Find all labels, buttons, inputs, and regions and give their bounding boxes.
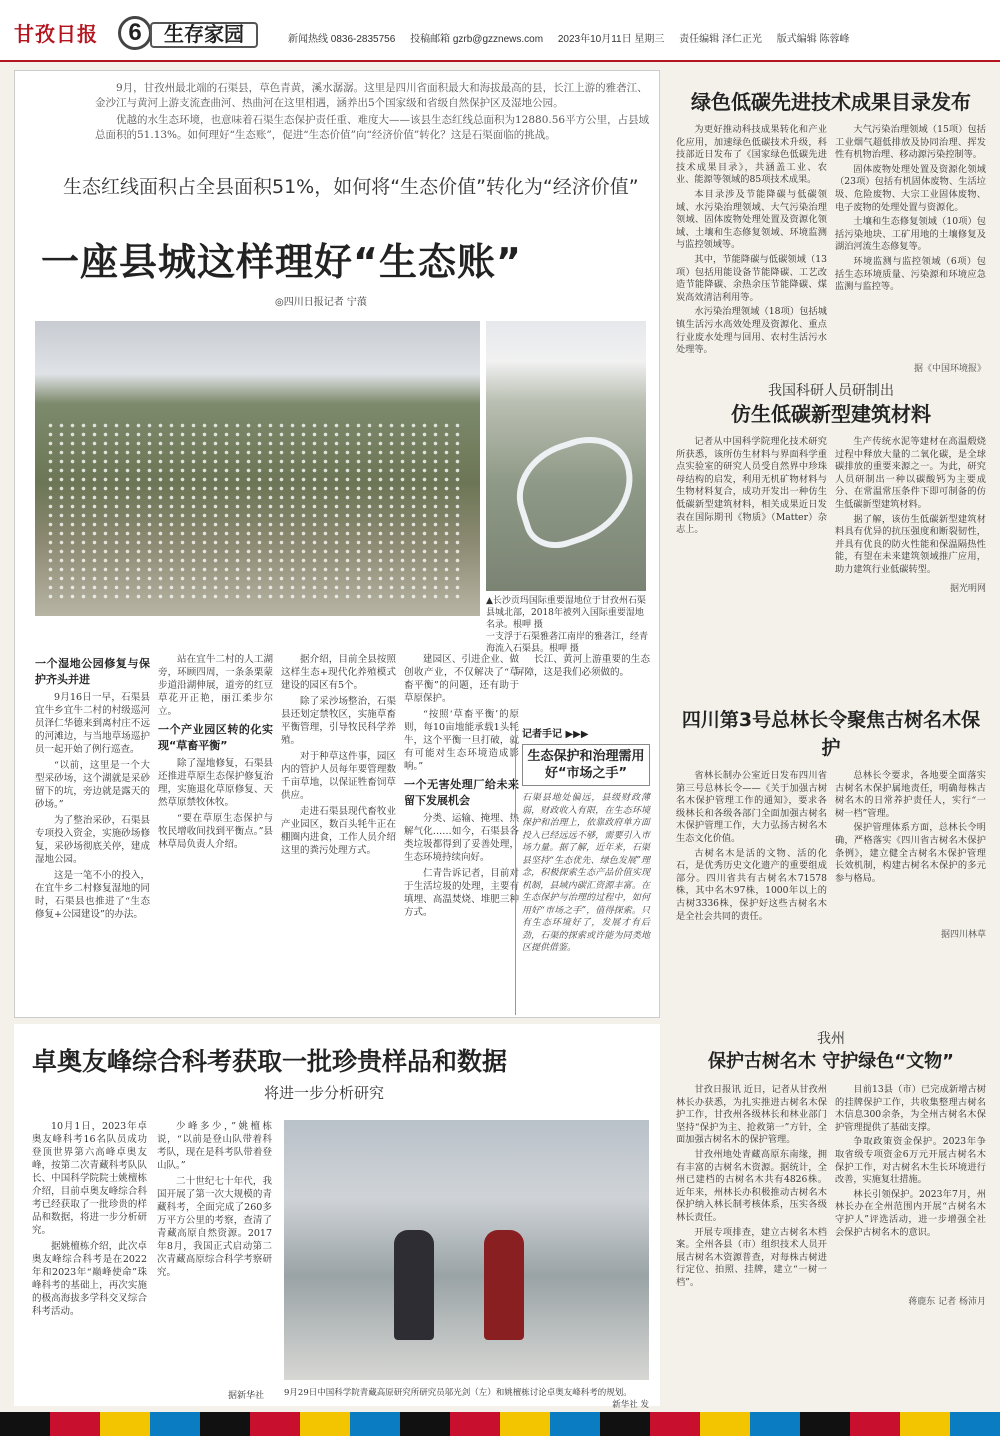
paragraph: 少峰多少，”姚檀栋说，“以前是登山队带着科考队，现在是科考队带着登山队。” — [157, 1121, 272, 1171]
article-byline: ◎四川日报记者 宁蒗 — [275, 297, 367, 308]
paragraph: 据姚檀栋介绍，此次卓奥友峰综合科考是在2022年和2023年“巅峰使命”珠峰科考的基础上，再次实施的极高海拔多学科交叉综合科考活动。 — [32, 1241, 147, 1317]
date: 2023年10月11日 星期三 — [557, 34, 665, 45]
hotline: 新闻热线 0836-2835756 — [288, 34, 396, 45]
paragraph: 二十世纪七十年代，我国开展了第一次大规模的青藏科考，全面完成了260多万平方公里的考察，查清了青藏高原自然资源。2017年8月，我国正式启动第二次青藏高原综合科学考察研究。 — [157, 1176, 272, 1278]
river-meander — [503, 425, 646, 557]
paragraph: 水污染治理领域（18项）包括城镇生活污水高效处理及资源化、重点行业废水处理与回用、农村生活污水处理等。 — [676, 306, 827, 356]
section-kicker: 我国科研人员研制出 — [768, 383, 894, 399]
paragraph: 林长引领保护。2023年7月，州林长办在全州范围内开展“古树名木守护人”评选活动，进一步增强全社会保护古树名木的意识。 — [835, 1188, 986, 1238]
paragraph: 据介绍，目前全县按照这样生态+现代化养殖模式建设的园区有5个。 — [281, 654, 396, 691]
reporter-note — [515, 725, 650, 1015]
text-column — [676, 124, 827, 359]
paragraph: 走进石渠县现代畜牧业产业园区，数百头牦牛正在棚圈内进食，工作人员介绍这里的粪污处理方式。 — [281, 806, 396, 856]
paragraph: 甘孜州地处青藏高原东南缘，拥有丰富的古树名木资源。据统计，全州已建档的古树名木共有4826株。近年来，州林长办积极推动古树名木保护纳入林长制考核体系，压实各级林长责任。 — [676, 1148, 827, 1223]
note-body: 石渠县地处偏远，县级财政薄弱，财政收入有限，在生态环境保护和治理上，依靠政府单方面投入已经远远不够，需要引入市场力量。据了解，近年来，石渠县坚持“生态优先、绿色发展”理念，积极探索生态产品价值实现机制，县域内碳汇资源丰富。在生态保护与治理的过程中，如何用好“市场之手”，值得探索。只有生态环境好了，发展才有后劲，石渠的探索或许能为同类地区提供借鉴。 — [522, 793, 650, 953]
researcher-figure — [394, 1230, 434, 1340]
text-column — [676, 436, 827, 579]
caption-text: 9月29日中国科学院青藏高原研究所研究员邬光剑（左）和姚檀栋讨论卓奥友峰科考的规划。 — [284, 1388, 632, 1398]
article-column — [32, 1120, 147, 1321]
section-headline: 四川第3号总林长令聚焦古树名木保护 — [681, 709, 981, 759]
paragraph: 记者从中国科学院理化技术研究所获悉，该所仿生材料与界面科学重点实验室的研究人员受自然界中珍珠母结构的启发，利用无机矿物材料与生物材料复合，成功开发出一种仿生低碳新型建筑材料，相关成果近日发表在国际期刊《物质》（Matter）杂志上。 — [676, 436, 827, 536]
intro-paragraph: 优越的水生态环境，也意味着石渠生态保护责任重、难度大——该县生态红线总面积为12880.56平方公里，占县域总面积的51.13%。如何理好“生态账”，促进“生态价值”向“经济价值”转化？这是石渠面临的挑战。 — [95, 114, 650, 141]
paragraph: 目前13县（市）已完成新增古树的挂牌保护工作，共收集整理古树名木信息300余条，为全州古树名木保护管理提供了基础支撑。 — [835, 1084, 986, 1133]
article-deck: 生态红线面积占全县面积51%，如何将“生态价值”转化为“经济价值” — [63, 176, 639, 198]
paragraph: 其中，节能降碳与低碳领域（13项）包括用能设备节能降碳、工艺改造节能降碳、余热余压节能降碳、煤炭高效清洁利用等。 — [676, 253, 827, 303]
forest-chief-article — [676, 706, 986, 940]
article-column — [515, 653, 650, 682]
subheading: 一个产业园区转的化实现“草畜平衡” — [158, 723, 273, 752]
subheading: 一个无害处理厂给未来留下发展机会 — [404, 778, 519, 807]
old-trees-article — [676, 1028, 986, 1307]
paragraph: 据了解，该仿生低碳新型建筑材料具有优异的抗压强度和断裂韧性，并具有优良的防火性能和保温隔热性能，有望在未来建筑领域推广应用，助力建筑行业低碳转型。 — [835, 513, 986, 575]
paragraph: 站在宜牛二村的人工湖旁，环顾四周，一条条栗蒙步道沿湖伸展，道旁的红豆草花开正艳，丽江柔步尔立。 — [158, 654, 273, 717]
bottom-source: 据新华社 — [228, 1391, 265, 1401]
paragraph: 分类、运输、掩埋、热解气化……如今，石渠县各类垃圾都得到了妥善处理，生态环境持续向好。 — [404, 813, 519, 863]
paragraph: “按照‘草畜平衡’的原则，每10亩地能承载1头牦牛，这个平衡一旦打破，就有可能对生态环境造成影响。” — [404, 709, 519, 772]
paragraph: 建园区、引进企业、做创收产业，不仅解决了“草畜平衡”的问题，还有助于草原保护。 — [404, 654, 519, 704]
layout-editor: 版式编辑 陈蓉峰 — [776, 34, 850, 45]
bird-flock — [45, 421, 465, 601]
newspaper-logo: 甘孜日报 — [14, 22, 98, 46]
section-body — [676, 1084, 986, 1292]
masthead-rule — [0, 60, 1000, 62]
section-body — [676, 124, 986, 359]
paragraph: 除了湿地修复，石渠县还推进草原生态保护修复治理，实施退化草原修复、天然草原禁牧休牧。 — [158, 758, 273, 808]
source-credit: 蒋鹿东 记者 杨沛月 — [908, 1296, 986, 1307]
section-headline: 保护古树名木 守护绿色“文物” — [708, 1051, 954, 1072]
green-tech-article — [676, 88, 986, 374]
paragraph: 长江、黄河上游重要的生态屏障，这是我们必须做的。 — [515, 654, 650, 678]
paragraph: 古树名木是活的文物、活的化石，是优秀历史文化遗产的重要组成部分。四川省共有古树名木71578株，其中名木97株，1000年以上的古树3336株，保护好这些古树名木是全社会共同的责任。 — [676, 847, 827, 922]
right-column — [676, 70, 986, 1406]
text-column — [835, 124, 986, 359]
paragraph: 环境监测与监控领域（6项）包括生态环境质量、污染源和环境应急监测与监控等。 — [835, 255, 986, 293]
paragraph: 总林长令要求，各地要全面落实古树名木保护属地责任，明确每株古树名木的日常养护责任人，实行“一树一档”管理。 — [835, 770, 986, 819]
paragraph: 开展专项排查，建立古树名木档案。全州各县（市）组织技术人员开展古树名木资源普查，对每株古树进行定位、拍照、挂牌，建立“一树一档”。 — [676, 1226, 827, 1288]
section-kicker: 我州 — [817, 1031, 845, 1047]
text-column — [676, 770, 827, 925]
paragraph: 除了采沙场整治，石渠县还划定禁牧区，实施草畜平衡管理，引导牧民科学养殖。 — [281, 696, 396, 746]
river-photo — [486, 321, 646, 591]
source-credit: 据四川林草 — [940, 930, 986, 941]
paragraph: 土壤和生态修复领域（10项）包括污染地块、工矿用地的土壤修复及湖泊河流生态修复等。 — [835, 216, 986, 253]
section-body — [676, 770, 986, 925]
header-info — [288, 30, 861, 45]
paragraph: 固体废物处理处置及资源化领域（23项）包括有机固体废物、生活垃圾、危险废物、大宗工业固体废物、电子废物的处理处置与资源化。 — [835, 163, 986, 213]
article-column — [281, 653, 396, 860]
paragraph: 保护管理体系方面，总林长令明确，严格落实《四川省古树名木保护条例》，建立健全古树名木保护管理长效机制，构建古树名木保护的多元参与格局。 — [835, 822, 986, 884]
section-headline: 绿色低碳先进技术成果目录发布 — [691, 90, 971, 114]
expedition-photo — [284, 1120, 649, 1380]
paragraph: 甘孜日报讯 近日，记者从甘孜州林长办获悉，为扎实推进古树名木保护工作，甘孜州各级林长和林业部门坚持“保护为主、抢救第一”方针，全面加强古树名木的保护管理。 — [676, 1084, 827, 1146]
paragraph: 为了整治采砂，石渠县专项投入资金，实施砂场修复，采砂场彻底关停，建成湿地公园。 — [35, 815, 150, 865]
text-column — [835, 1084, 986, 1292]
paragraph: 10月1日，2023年卓奥友峰科考16名队员成功登顶世界第六高峰卓奥友峰，按第二次青藏科考队队长、中国科学院院士姚檀栋介绍，目前卓奥友峰综合科考已经获取了一批珍贵的样品和数据，将进一步分析研究。 — [32, 1121, 147, 1236]
subheading: 一个湿地公园修复与保护齐头并进 — [35, 657, 150, 686]
bottom-headline: 卓奥友峰综合科考获取一批珍贵样品和数据 — [32, 1047, 508, 1076]
paragraph: 省林长制办公室近日发布四川省第三号总林长令——《关于加强古树名木保护管理工作的通知》，要求各级林长和各级各部门全面加强古树名木保护管理工作，大力弘扬古树名木生态文化价值。 — [676, 770, 827, 844]
text-column — [835, 436, 986, 579]
masthead — [0, 0, 1000, 62]
article-column — [35, 653, 150, 924]
article-column — [157, 1120, 272, 1282]
researcher-figure — [484, 1230, 524, 1340]
paragraph: 生产传统水泥等建材在高温煅烧过程中释放大量的二氧化碳，是全球碳排放的重要来源之一。为此，研究人员研制出一种以碳酸钙为主要成分、在常温常压条件下即可制备的仿生低碳新型建筑材料。 — [835, 436, 986, 510]
article-intro — [95, 81, 655, 145]
article-column — [404, 653, 519, 922]
paragraph: 仁青告诉记者，目前对于生活垃圾的处理，主要有填埋、高温焚烧、堆肥三种方式。 — [404, 868, 519, 918]
text-column — [835, 770, 986, 925]
text-column — [676, 1084, 827, 1292]
paragraph: 9月16日一早，石渠县宜牛乡宜牛二村的村级巡河员泽仁华德来到离村庄不远的河滩边，与当地草场巡护员一起开始了例行巡查。 — [35, 692, 150, 755]
source-credit: 据光明网 — [949, 583, 986, 594]
bio-material-article — [676, 380, 986, 594]
article-column — [158, 653, 273, 854]
main-article — [14, 70, 660, 1018]
section-title: 生存家园 — [150, 22, 258, 48]
paragraph: 这是一笔不小的投入，在宜牛乡二村修复湿地的同时，石渠县也推进了“生态修复+公园建设”的办法。 — [35, 870, 150, 920]
caption-credit: 新华社 发 — [612, 1400, 649, 1410]
paragraph: 本目录涉及节能降碳与低碳领域、水污染治理领域、大气污染治理领域、固体废物处理处置及资源化领域、土壤和生态修复领域、环境监测与监控领域等。 — [676, 188, 827, 251]
section-body — [676, 436, 986, 579]
paragraph: 对于种草这件事，园区内的管护人员每年要管理数千亩草地，以保证牲畜饲草供应。 — [281, 751, 396, 801]
article-headline: 一座县城这样理好“生态账” — [41, 240, 522, 284]
paragraph: 争取政策资金保护。2023年争取省级专项资金6万元开展古树名木保护工作，对古树名木生长环境进行改善，实施复壮措施。 — [835, 1136, 986, 1186]
paragraph: 大气污染治理领域（15项）包括工业烟气超低排放及协同治理、挥发性有机物治理、移动源污染控制等。 — [835, 124, 986, 161]
wetland-birds-photo — [35, 321, 480, 616]
editor: 责任编辑 泽仁正光 — [679, 34, 762, 45]
paragraph: “要在草原生态保护与牧民增收间找到平衡点。”县林草局负责人介绍。 — [158, 813, 273, 850]
photo-caption: ▲长沙贡玛国际重要湿地位于甘孜州石渠县城北部，2018年被列入国际重要湿地名录。根呷 摄 一支浮于石渠雅砻江南岸的雅砻江，经青海流入石渠县。根呷 摄 — [486, 596, 649, 654]
paragraph: 为更好推动科技成果转化和产业化应用，加速绿色低碳技术升级，科技部近日发布了《国家绿色低碳先进技术成果目录》，共涵盖工业、农业、能源等领域的85项技术成果。 — [676, 124, 827, 186]
section-headline: 仿生低碳新型建筑材料 — [731, 402, 931, 426]
intro-paragraph: 9月，甘孜州最北端的石渠县，草色青黄，溪水潺潺。这里是四川省面积最大和海拔最高的县，长江上游的雅砻江、金沙江与黄河上游支流查曲河、热曲河在这里相遇，涵养出5个国家级和省级自然保护区及湿地公园。 — [95, 82, 648, 109]
note-title: 生态保护和治理需用好“市场之手” — [522, 744, 650, 786]
paragraph: “以前，这里是一个大型采砂场，这个湖就是采砂留下的坑，旁边就是露天的砂场。” — [35, 760, 150, 810]
color-registration-bar — [0, 1412, 1000, 1436]
bottom-subtitle: 将进一步分析研究 — [264, 1084, 385, 1102]
bottom-article — [14, 1024, 660, 1410]
note-kicker: 记者手记 ▶▶▶ — [522, 729, 589, 740]
email: 投稿邮箱 gzrb@gzznews.com — [410, 34, 544, 45]
page-number: 6 — [118, 16, 152, 50]
source-credit: 据《中国环境报》 — [913, 363, 986, 374]
bottom-photo-caption — [284, 1386, 649, 1410]
